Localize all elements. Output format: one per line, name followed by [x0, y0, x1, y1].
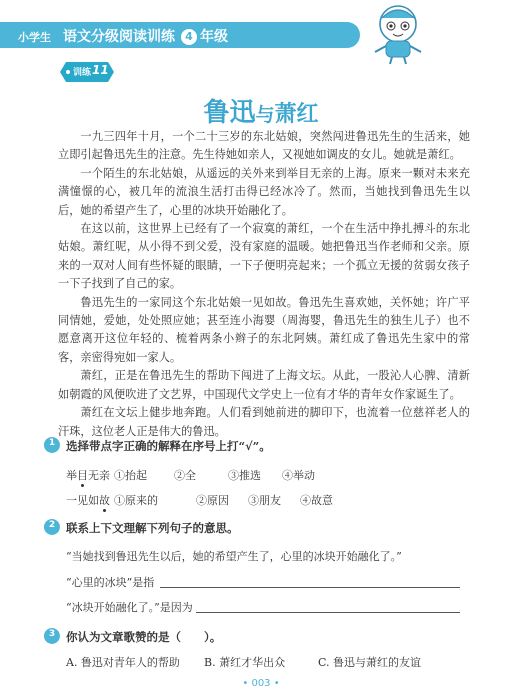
option-3[interactable]: ③朋友 — [248, 494, 281, 507]
question-number: 2 — [48, 520, 56, 530]
word-prefix: 一见如 — [66, 494, 99, 507]
article-title — [0, 92, 522, 129]
question-number: 3 — [48, 629, 56, 639]
option-2[interactable]: ②原因 — [196, 494, 229, 507]
series-header-text — [18, 26, 228, 46]
option-2[interactable]: ②全 — [174, 469, 196, 482]
tag-number: 11 — [92, 63, 109, 77]
series-title: 语文分级阅读训练 — [63, 29, 175, 45]
question-number-wrap — [44, 519, 60, 535]
q2-line-2-label: “冰块开始融化了。”是因为 — [66, 601, 193, 614]
question-number-wrap — [44, 628, 60, 644]
title-connector: 与 — [255, 104, 275, 126]
answer-blank-1[interactable] — [160, 587, 460, 588]
grade-label: 年级 — [200, 29, 228, 45]
article-paragraph: 在这以前，这世界上已经有了一个寂寞的萧红，一个在生活中挣扎搏斗的东北姑娘。萧红呢，从小得不到父爱，没有家庭的温暖。她把鲁迅当作老师和父亲。原来的一双对人间有些怀疑的眼睛，一下子便明亮起来；一个孤立无援的贫弱女孩子一下子找到了自己的家。 — [58, 222, 470, 291]
dotted-char: 目 — [77, 469, 88, 482]
word-suffix: 无亲 — [88, 469, 110, 482]
quoted-sentence: “当她找到鲁迅先生以后，她的希望产生了，心里的冰块开始融化了。” — [66, 550, 402, 563]
series-header-bar — [0, 22, 360, 48]
question-number-wrap — [44, 437, 60, 453]
mascot-illustration — [362, 0, 432, 66]
article-paragraph: 萧红，正是在鲁迅先生的帮助下闯进了上海文坛。从此，一股沁人心脾、清新如朝霞的风便吹进了文艺界，中国现代文学史上一位有才华的青年女作家诞生了。 — [58, 369, 470, 401]
option-4[interactable]: ④故意 — [300, 494, 333, 507]
article-paragraph: 一个陌生的东北姑娘，从遥远的关外来到举目无亲的上海。原来一颗对未来充满憧憬的心，被几年的流浪生活打击得已经冰冷了。然而，当她找到鲁迅先生以后，她的希望产生了，心里的冰块开始融化了。 — [58, 166, 470, 217]
option-4[interactable]: ④举动 — [282, 469, 315, 482]
question-prompt: 选择带点字正确的解释在序号上打“√”。 — [66, 439, 271, 453]
training-tag — [60, 62, 114, 82]
title-name-1: 鲁迅 — [203, 98, 256, 128]
answer-blank-2[interactable] — [196, 612, 460, 613]
choice-a[interactable]: A. 鲁迅对青年人的帮助 — [66, 656, 180, 669]
grade-number-badge: 4 — [181, 29, 197, 45]
choice-b[interactable]: B. 萧红才华出众 — [204, 656, 286, 669]
option-1[interactable]: ①抬起 — [114, 469, 147, 482]
tag-label: 训练 — [73, 68, 92, 78]
option-1[interactable]: ①原来的 — [114, 494, 158, 507]
q1-row-1-word — [66, 467, 110, 483]
article-paragraph: 萧红在文坛上健步地奔跑。人们看到她前进的脚印下，也流着一位慈祥老人的汗珠，这位老人正是伟大的鲁迅。 — [58, 406, 470, 438]
word-prefix: 举 — [66, 469, 77, 482]
question-number: 1 — [48, 438, 56, 448]
option-3[interactable]: ③推选 — [228, 469, 261, 482]
q1-row-2-word — [66, 492, 110, 508]
title-name-2: 萧红 — [274, 102, 319, 127]
choice-c[interactable]: C. 鲁迅与萧红的友谊 — [318, 656, 422, 669]
article-body — [58, 128, 470, 441]
article-paragraph: 鲁迅先生的一家同这个东北姑娘一见如故。鲁迅先生喜欢她，关怀她；许广平同情她，爱她，处处照应她；甚至连小海婴（周海婴，鲁迅先生的独生儿子）也不愿意离开这位年轻的、梳着两条小辫子的东北阿姨。萧红成了鲁迅先生家中的常客，亲密得宛如一家人。 — [58, 295, 470, 364]
dotted-char: 故 — [99, 494, 110, 507]
page-number: • 003 • — [242, 678, 280, 689]
q2-line-1-label: “心里的冰块”是指 — [66, 576, 155, 589]
series-small-label: 小学生 — [18, 31, 51, 44]
question-prompt: 联系上下文理解下列句子的意思。 — [66, 521, 239, 535]
article-paragraph: 一九三四年十月，一个二十三岁的东北姑娘，突然闯进鲁迅先生的生活来，她立即引起鲁迅先生的注意。先生待她如亲人，又视她如调皮的女儿。她就是萧红。 — [58, 130, 470, 162]
question-prompt: 你认为文章歌赞的是（ ）。 — [66, 630, 222, 644]
